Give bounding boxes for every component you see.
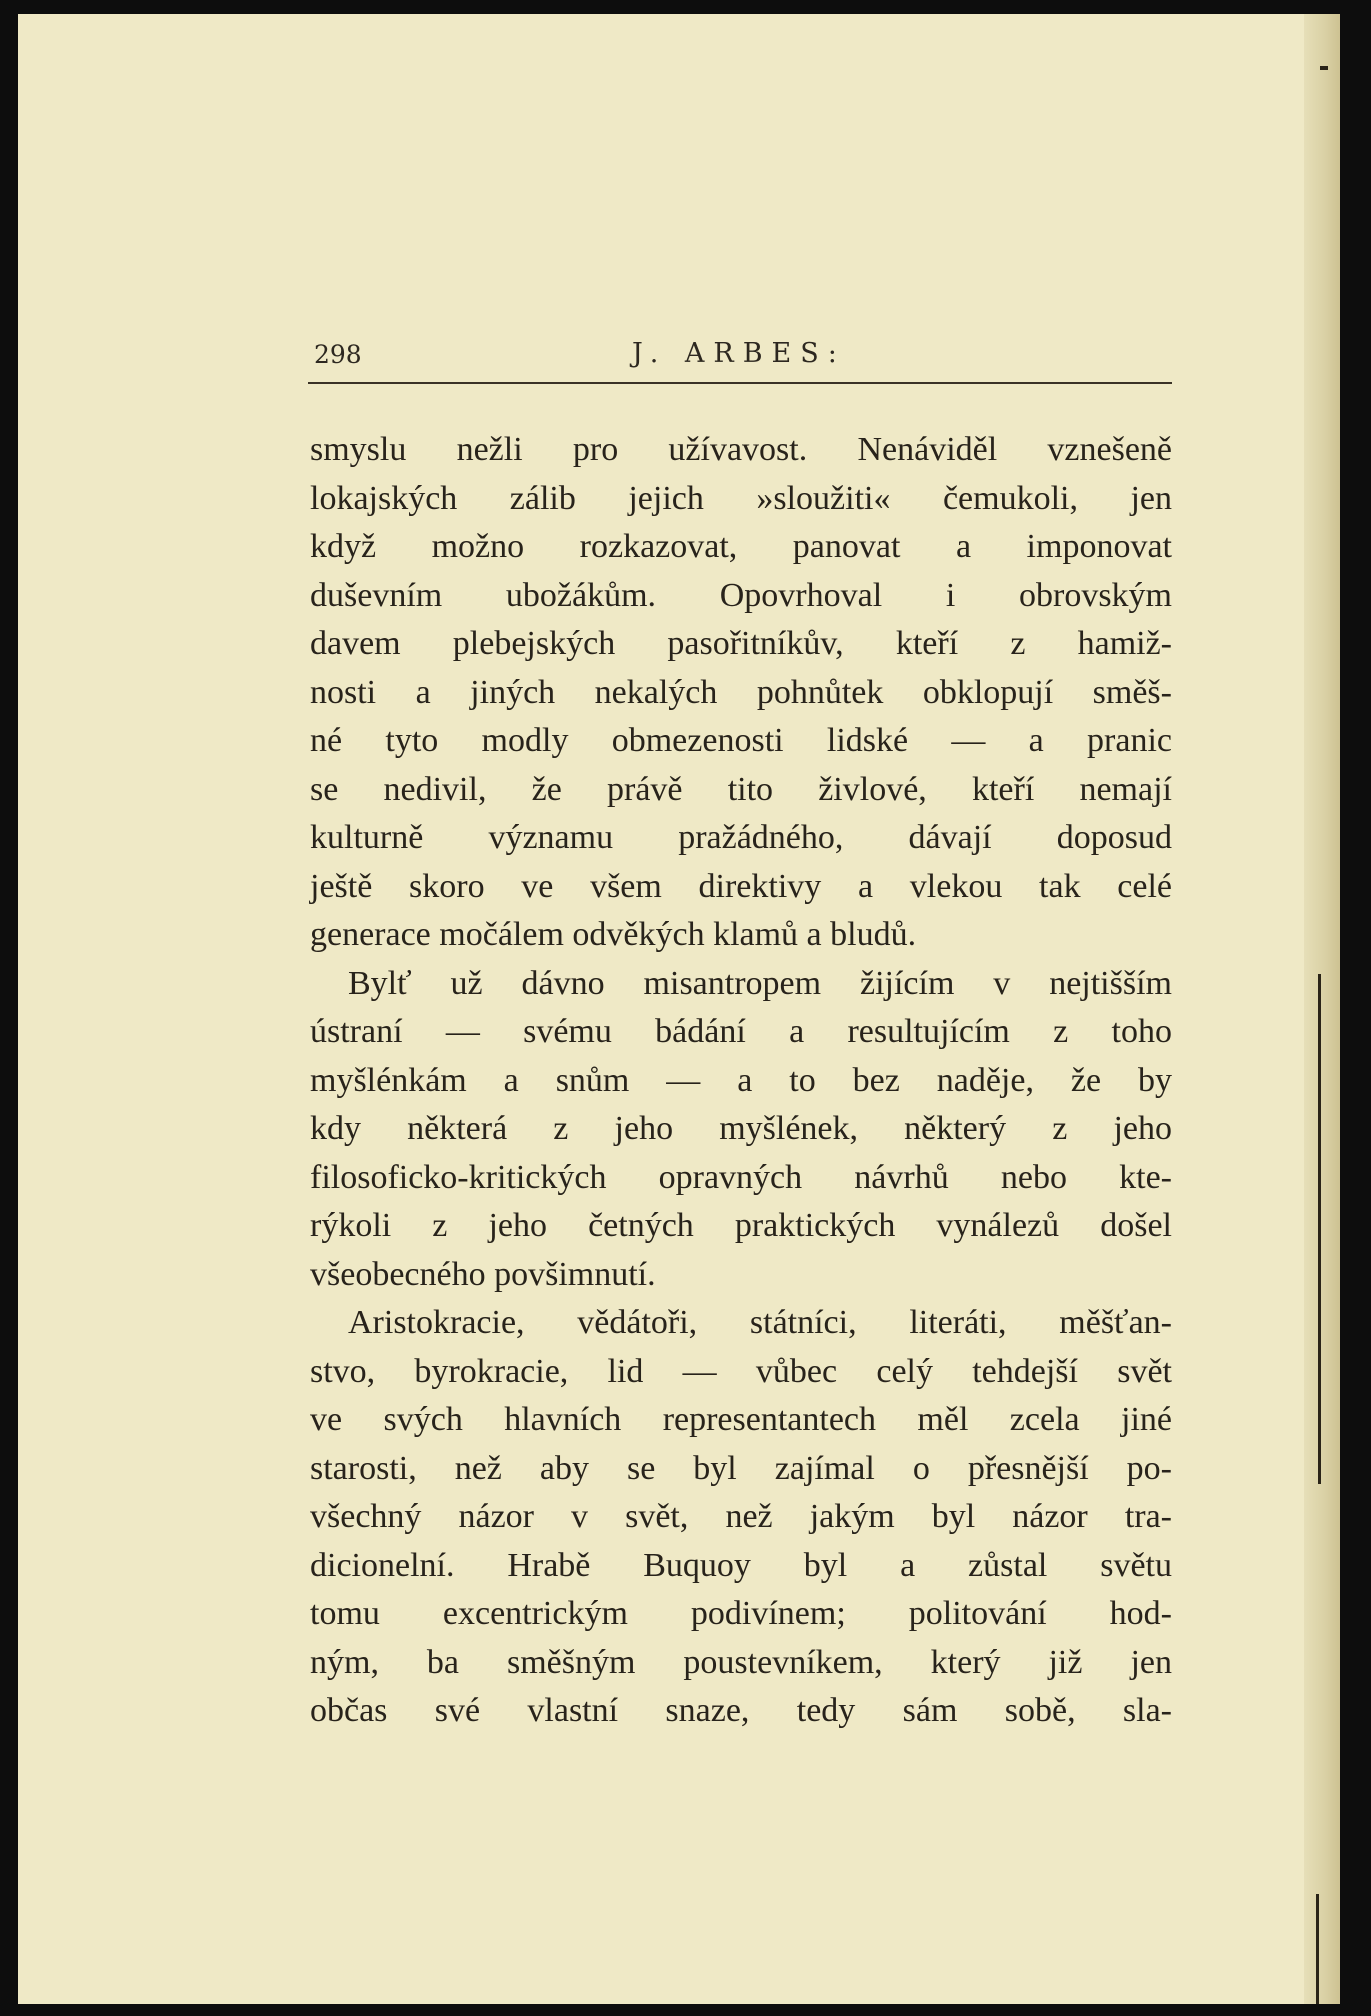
book-page	[18, 14, 1340, 2004]
edge-mark	[1318, 974, 1321, 1484]
text-line: myšlénkám a snům — a to bez naděje, že by	[310, 1061, 1172, 1099]
text-line: starosti, než aby se byl zajímal o přesnější po-	[310, 1449, 1172, 1487]
text-line: Bylť už dávno misantropem žijícím v nejtišším	[348, 964, 1172, 1002]
text-line: tomu excentrickým podivínem; politování hod-	[310, 1595, 1172, 1632]
text-line: nosti a jiných nekalých pohnůtek obklopují směš-	[310, 673, 1172, 711]
text-line: když možno rozkazovat, panovat a imponovat	[310, 528, 1172, 565]
text-line: ústraní — svému bádání a resultujícím z toho	[310, 1013, 1172, 1050]
text-line: všechný názor v svět, než jakým byl názor tra-	[310, 1498, 1172, 1535]
body-text	[310, 426, 1172, 1736]
text-line: všeobecného povšimnutí.	[310, 1255, 656, 1293]
paragraph	[310, 1299, 1172, 1736]
text-line: lokajských zálib jejich »sloužiti« čemukoli, jen	[310, 479, 1172, 517]
text-line: né tyto modly obmezenosti lidské — a pranic	[310, 722, 1172, 759]
text-line: ve svých hlavních representantech měl zcela jiné	[310, 1401, 1172, 1438]
text-line: dicionelní. Hrabě Buquoy byl a zůstal světu	[310, 1546, 1172, 1584]
page-edge-shadow	[1304, 14, 1340, 2004]
paragraph	[310, 960, 1172, 1300]
text-line: generace močálem odvěkých klamů a bludů.	[310, 916, 917, 953]
edge-mark	[1316, 1894, 1319, 2004]
text-line: ještě skoro ve všem direktivy a vlekou tak celé	[310, 867, 1172, 905]
text-line: ným, ba směšným poustevníkem, který již jen	[310, 1643, 1172, 1681]
text-line: se nedivil, že právě tito živlové, kteří nemají	[310, 770, 1172, 808]
text-line: Aristokracie, vědátoři, státníci, literáti, měšťan-	[348, 1304, 1172, 1341]
text-line: stvo, byrokracie, lid — vůbec celý tehdejší svět	[310, 1352, 1172, 1390]
running-title: J. ARBES:	[632, 338, 846, 369]
text-line: kdy některá z jeho myšlének, některý z jeho	[310, 1110, 1172, 1147]
text-line: rýkoli z jeho četných praktických vynálezů došel	[310, 1207, 1172, 1244]
edge-mark	[1320, 66, 1328, 70]
text-line: občas své vlastní snaze, tedy sám sobě, sla-	[310, 1692, 1172, 1729]
text-line: smyslu nežli pro užívavost. Nenáviděl vznešeně	[310, 431, 1172, 468]
text-line: davem plebejských pasořitníkův, kteří z hamiž-	[310, 625, 1172, 662]
text-line: filosoficko-kritických opravných návrhů nebo kte-	[310, 1158, 1172, 1196]
page-number: 298	[314, 340, 362, 369]
paragraph	[310, 426, 1172, 960]
text-line: kulturně významu pražádného, dávají doposud	[310, 819, 1172, 856]
page-header	[308, 332, 1172, 384]
text-line: duševním ubožákům. Opovrhoval i obrovským	[310, 576, 1172, 614]
